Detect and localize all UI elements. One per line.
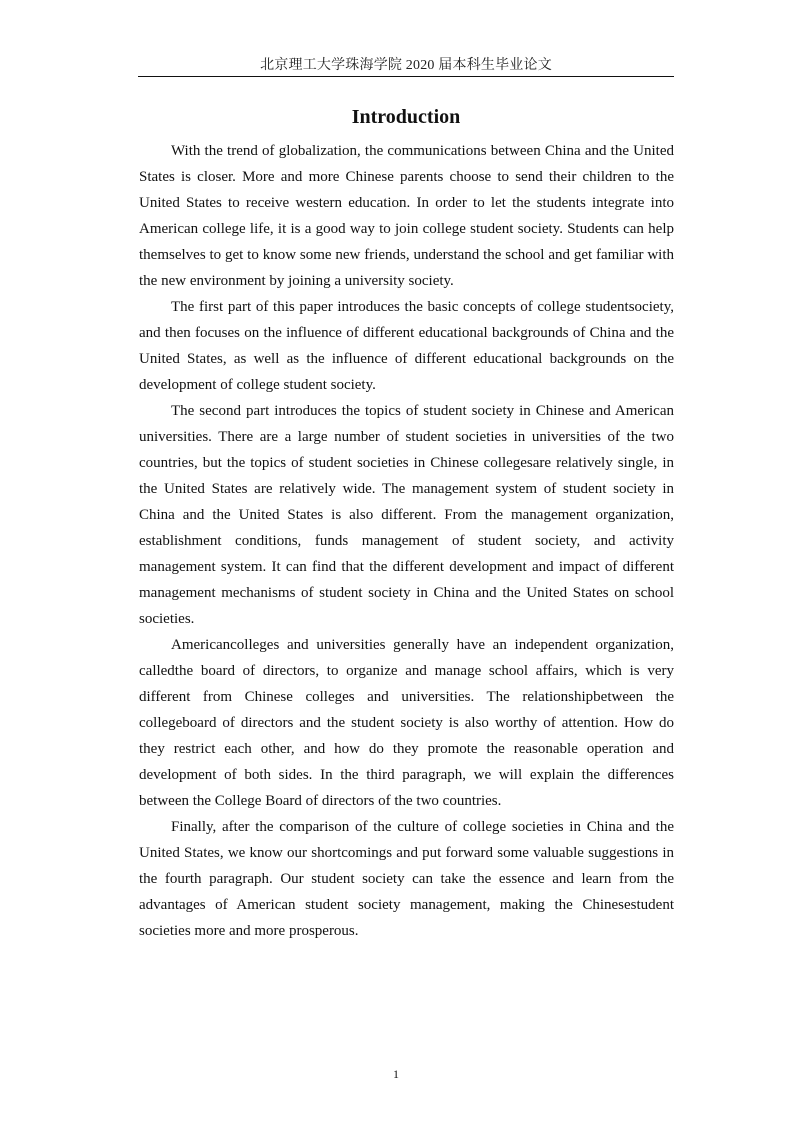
document-body — [139, 138, 674, 944]
paragraph-4: Americancolleges and universities generally have an independent organization, calledthe board of directors, to organize and manage school affairs, which is very different from Chinese colleges and universities. The relationshipbetween the collegeboard of directors and the student society is also worthy of attention. How do they restrict each other, and how do they promote the reasonable operation and development of both sides. In the third paragraph, we will explain the differences between the College Board of directors of the two countries. — [139, 637, 674, 809]
paragraph-1: With the trend of globalization, the communications between China and the United States is closer. More and more Chinese parents choose to send their children to the United States to receive western education. In order to let the students integrate into American college life, it is a good way to join college student society. Students can help themselves to get to know some new friends, understand the school and get familiar with the new environment by joining a university society. — [139, 143, 674, 289]
header-rule — [138, 76, 674, 77]
page-number: 1 — [393, 1067, 399, 1081]
running-header: 北京理工大学珠海学院 2020 届本科生毕业论文 — [260, 58, 552, 73]
paragraph-3: The second part introduces the topics of student society in Chinese and American universities. There are a large number of student societies in universities of the two countries, but the topics of student societies in Chinese collegesare relatively single, in the United States are relatively wide. The management system of student society in China and the United States is also different. From the management organization, establishment conditions, funds management of student society, and activity management system. It can find that the different development and impact of different management mechanisms of student society in China and the United States on school societies. — [139, 403, 674, 627]
paragraph-2: The first part of this paper introduces the basic concepts of college studentsociety, and then focuses on the influence of different educational backgrounds of China and the United States, as well as the influence of different educational backgrounds on the development of college student society. — [139, 299, 674, 393]
paragraph-5: Finally, after the comparison of the culture of college societies in China and the United States, we know our shortcomings and put forward some valuable suggestions in the fourth paragraph. Our student society can take the essence and learn from the advantages of American student society management, making the Chinesestudent societies more and more prosperous. — [139, 819, 674, 939]
page-title: Introduction — [351, 106, 461, 128]
